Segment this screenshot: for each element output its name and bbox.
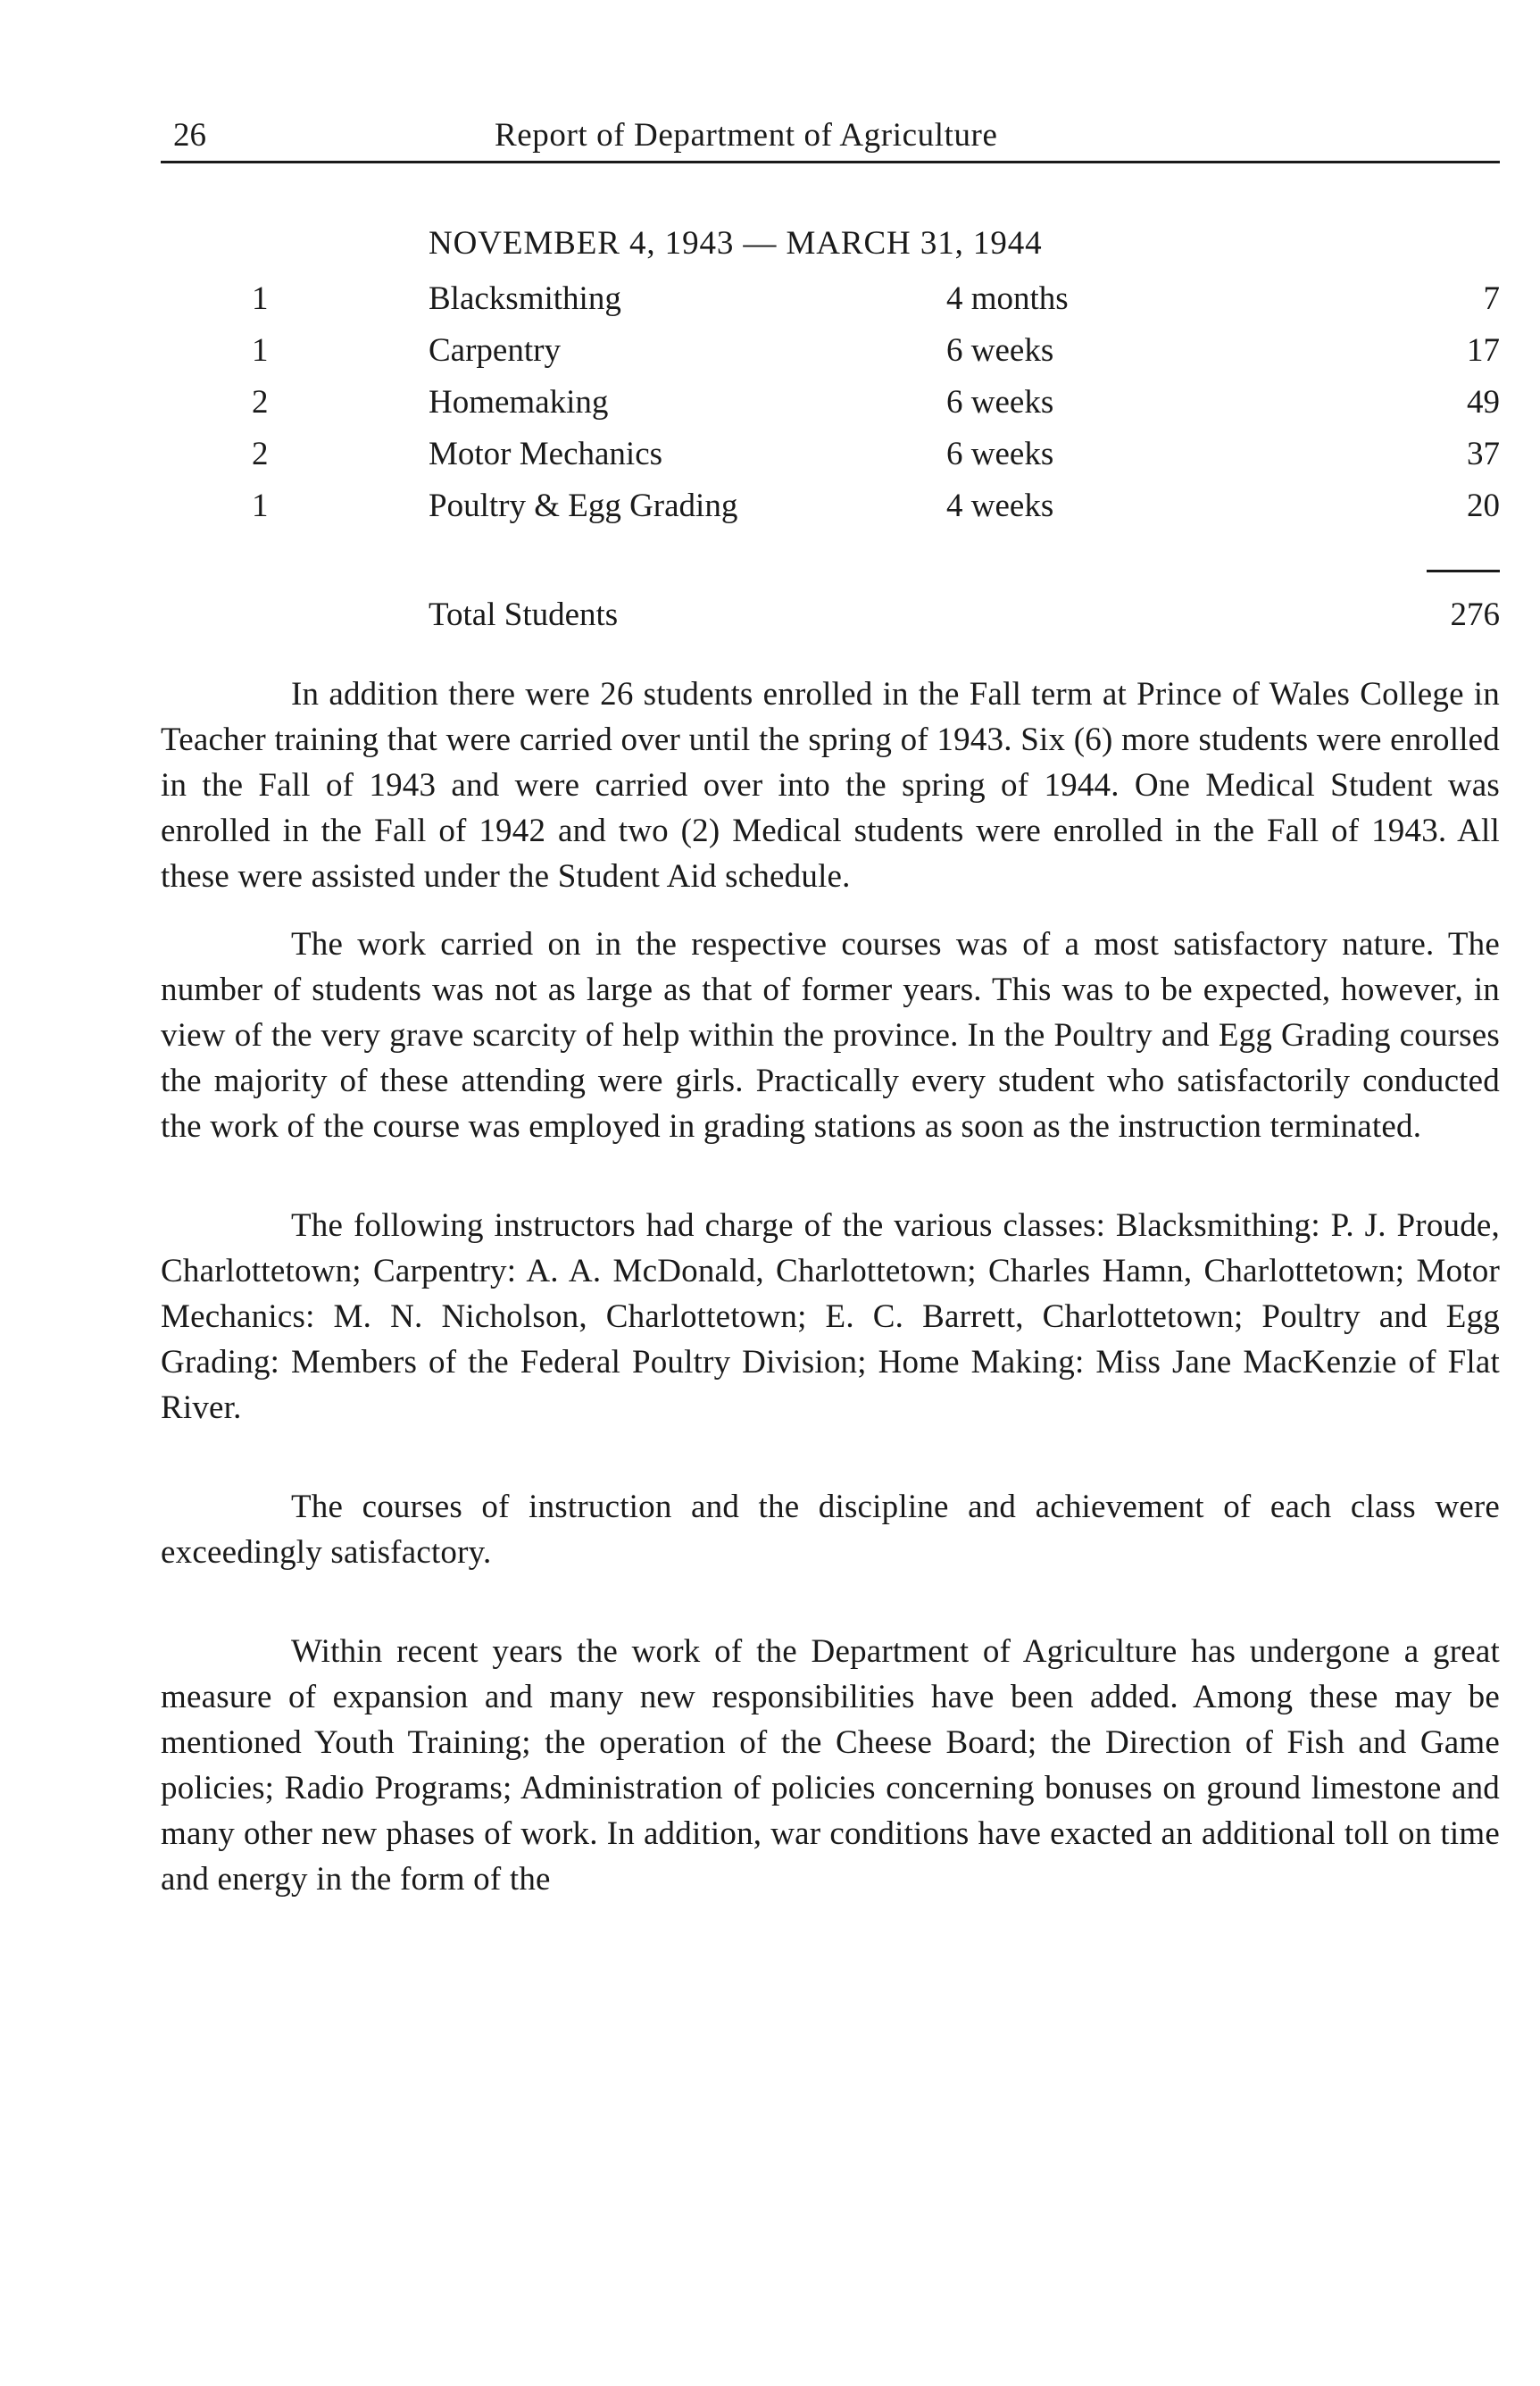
total-value: 276 xyxy=(1450,596,1500,633)
students-count: 37 xyxy=(1467,436,1500,472)
table-row xyxy=(161,330,1500,382)
classes-count: 1 xyxy=(252,488,269,524)
body-text xyxy=(161,672,1500,1902)
course-duration: 4 months xyxy=(946,280,1069,317)
classes-count: 2 xyxy=(252,384,269,421)
table-period-heading: NOVEMBER 4, 1943 — MARCH 31, 1944 xyxy=(429,225,1043,262)
paragraph-additional-students: In addition there were 26 students enrolled in the Fall term at Prince of Wales College in Teacher training that were carried over until the spring of 1943. Six (6) more students were enrolled in the Fall of 1943 and were carried over into the spring of 1944. One Medical Student was enrolled in the Fall of 1942 and two (2) Medical students were enrolled in the Fall of 1943. All these were assisted under the Student Aid schedule. xyxy=(161,676,1500,895)
course-name: Motor Mechanics xyxy=(429,436,663,472)
paragraph-course-work: The work carried on in the respective courses was of a most satisfactory nature. The number of students was not as large as that of former years. This was to be expected, however, in view of the very grave scarcity of help within the province. In the Poultry and Egg Grading courses the majority of these attending were girls. Practically every student who satisfactorily conducted the work of the course was employed in grading stations as soon as the instruction terminated. xyxy=(161,926,1500,1145)
course-duration: 6 weeks xyxy=(946,436,1054,472)
total-rule xyxy=(1427,570,1500,572)
course-duration: 6 weeks xyxy=(946,332,1054,369)
students-count: 17 xyxy=(1467,332,1500,369)
course-name: Blacksmithing xyxy=(429,280,621,317)
classes-count: 1 xyxy=(252,332,269,369)
course-name: Homemaking xyxy=(429,384,609,421)
total-row xyxy=(161,595,1500,647)
table-row xyxy=(161,382,1500,434)
students-count: 49 xyxy=(1467,384,1500,421)
paragraph-instructors: The following instructors had charge of the various classes: Blacksmithing: P. J. Proude, Charlottetown; Carpentry: A. A. McDonald, Charlottetown; Charles Hamn, Charlottetown; Motor Mechanics: M. N. Nicholson, Charlottetown; E. C. Barrett, Charlottetown; Poultry and Egg Grading: Members of the Federal Poultry Division; Home Making: Miss Jane MacKenzie of Flat River. xyxy=(161,1207,1500,1426)
course-name: Carpentry xyxy=(429,332,561,369)
classes-count: 2 xyxy=(252,436,269,472)
total-label: Total Students xyxy=(429,596,619,633)
paragraph-discipline: The courses of instruction and the discipline and achievement of each class were exceedingly satisfactory. xyxy=(161,1489,1500,1571)
running-title: Report of Department of Agriculture xyxy=(495,117,998,154)
course-duration: 6 weeks xyxy=(946,384,1054,421)
table-row xyxy=(161,434,1500,486)
course-duration: 4 weeks xyxy=(946,488,1054,524)
page-header xyxy=(161,109,1500,163)
classes-count: 1 xyxy=(252,280,269,317)
table-row xyxy=(161,486,1500,538)
students-count: 7 xyxy=(1483,280,1500,317)
students-count: 20 xyxy=(1467,488,1500,524)
course-name: Poultry & Egg Grading xyxy=(429,488,738,524)
page-number: 26 xyxy=(173,117,206,154)
table-row xyxy=(161,279,1500,330)
paragraph-expansion: Within recent years the work of the Department of Agriculture has undergone a great measure of expansion and many new responsibilities have been added. Among these may be mentioned Youth Training; the operation of the Cheese Board; the Direction of Fish and Game policies; Radio Programs; Administration of policies concerning bonuses on ground limestone and many other new phases of work. In addition, war conditions have exacted an additional toll on time and energy in the form of the xyxy=(161,1633,1500,1898)
